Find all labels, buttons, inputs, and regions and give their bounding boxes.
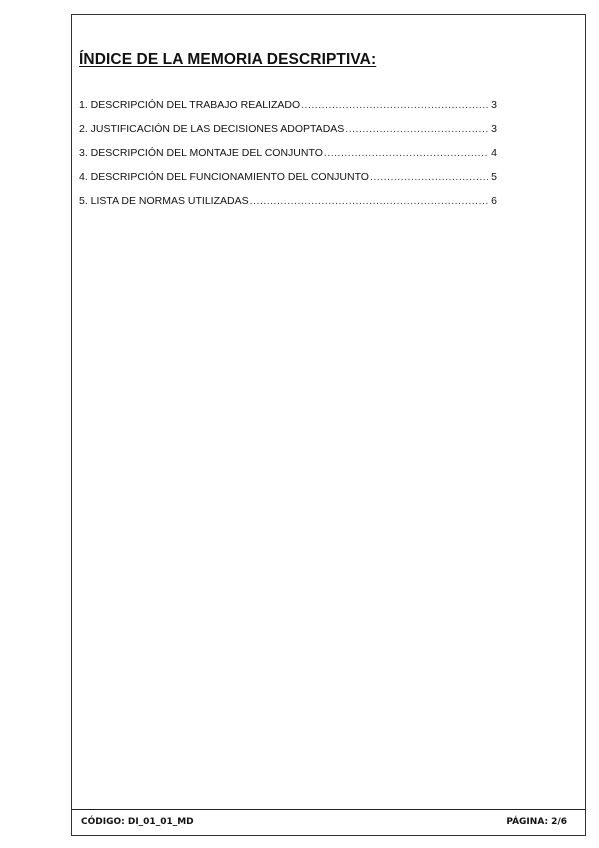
toc-entry[interactable] (79, 195, 497, 219)
toc-entry[interactable] (79, 99, 497, 123)
toc-entry-page: 3 (491, 123, 497, 135)
toc-entry-page: 6 (491, 195, 497, 207)
toc-entry[interactable] (79, 123, 497, 147)
toc-dot-leader (301, 99, 488, 111)
toc-dot-leader (250, 195, 489, 207)
toc-dot-leader (324, 147, 488, 159)
toc-entry-page: 3 (491, 99, 497, 111)
document-page (71, 14, 586, 836)
table-of-contents (79, 99, 497, 219)
page-footer (72, 809, 585, 835)
toc-dot-leader (345, 123, 488, 135)
toc-dot-leader (370, 171, 488, 183)
document-code: CÓDIGO: DI_01_01_MD (81, 817, 194, 827)
toc-entry[interactable] (79, 147, 497, 171)
toc-entry-page: 5 (491, 171, 497, 183)
toc-entry-label: 2. JUSTIFICACIÓN DE LAS DECISIONES ADOPTADAS (79, 123, 345, 135)
page-number: PÁGINA: 2/6 (506, 817, 567, 827)
document-title: ÍNDICE DE LA MEMORIA DESCRIPTIVA: (79, 51, 377, 68)
toc-entry-label: 4. DESCRIPCIÓN DEL FUNCIONAMIENTO DEL CONJUNTO (79, 171, 369, 183)
toc-entry-label: 3. DESCRIPCIÓN DEL MONTAJE DEL CONJUNTO (79, 147, 323, 159)
toc-entry-label: 5. LISTA DE NORMAS UTILIZADAS (79, 195, 249, 207)
toc-entry-label: 1. DESCRIPCIÓN DEL TRABAJO REALIZADO (79, 99, 301, 111)
toc-entry[interactable] (79, 171, 497, 195)
toc-entry-page: 4 (491, 147, 497, 159)
